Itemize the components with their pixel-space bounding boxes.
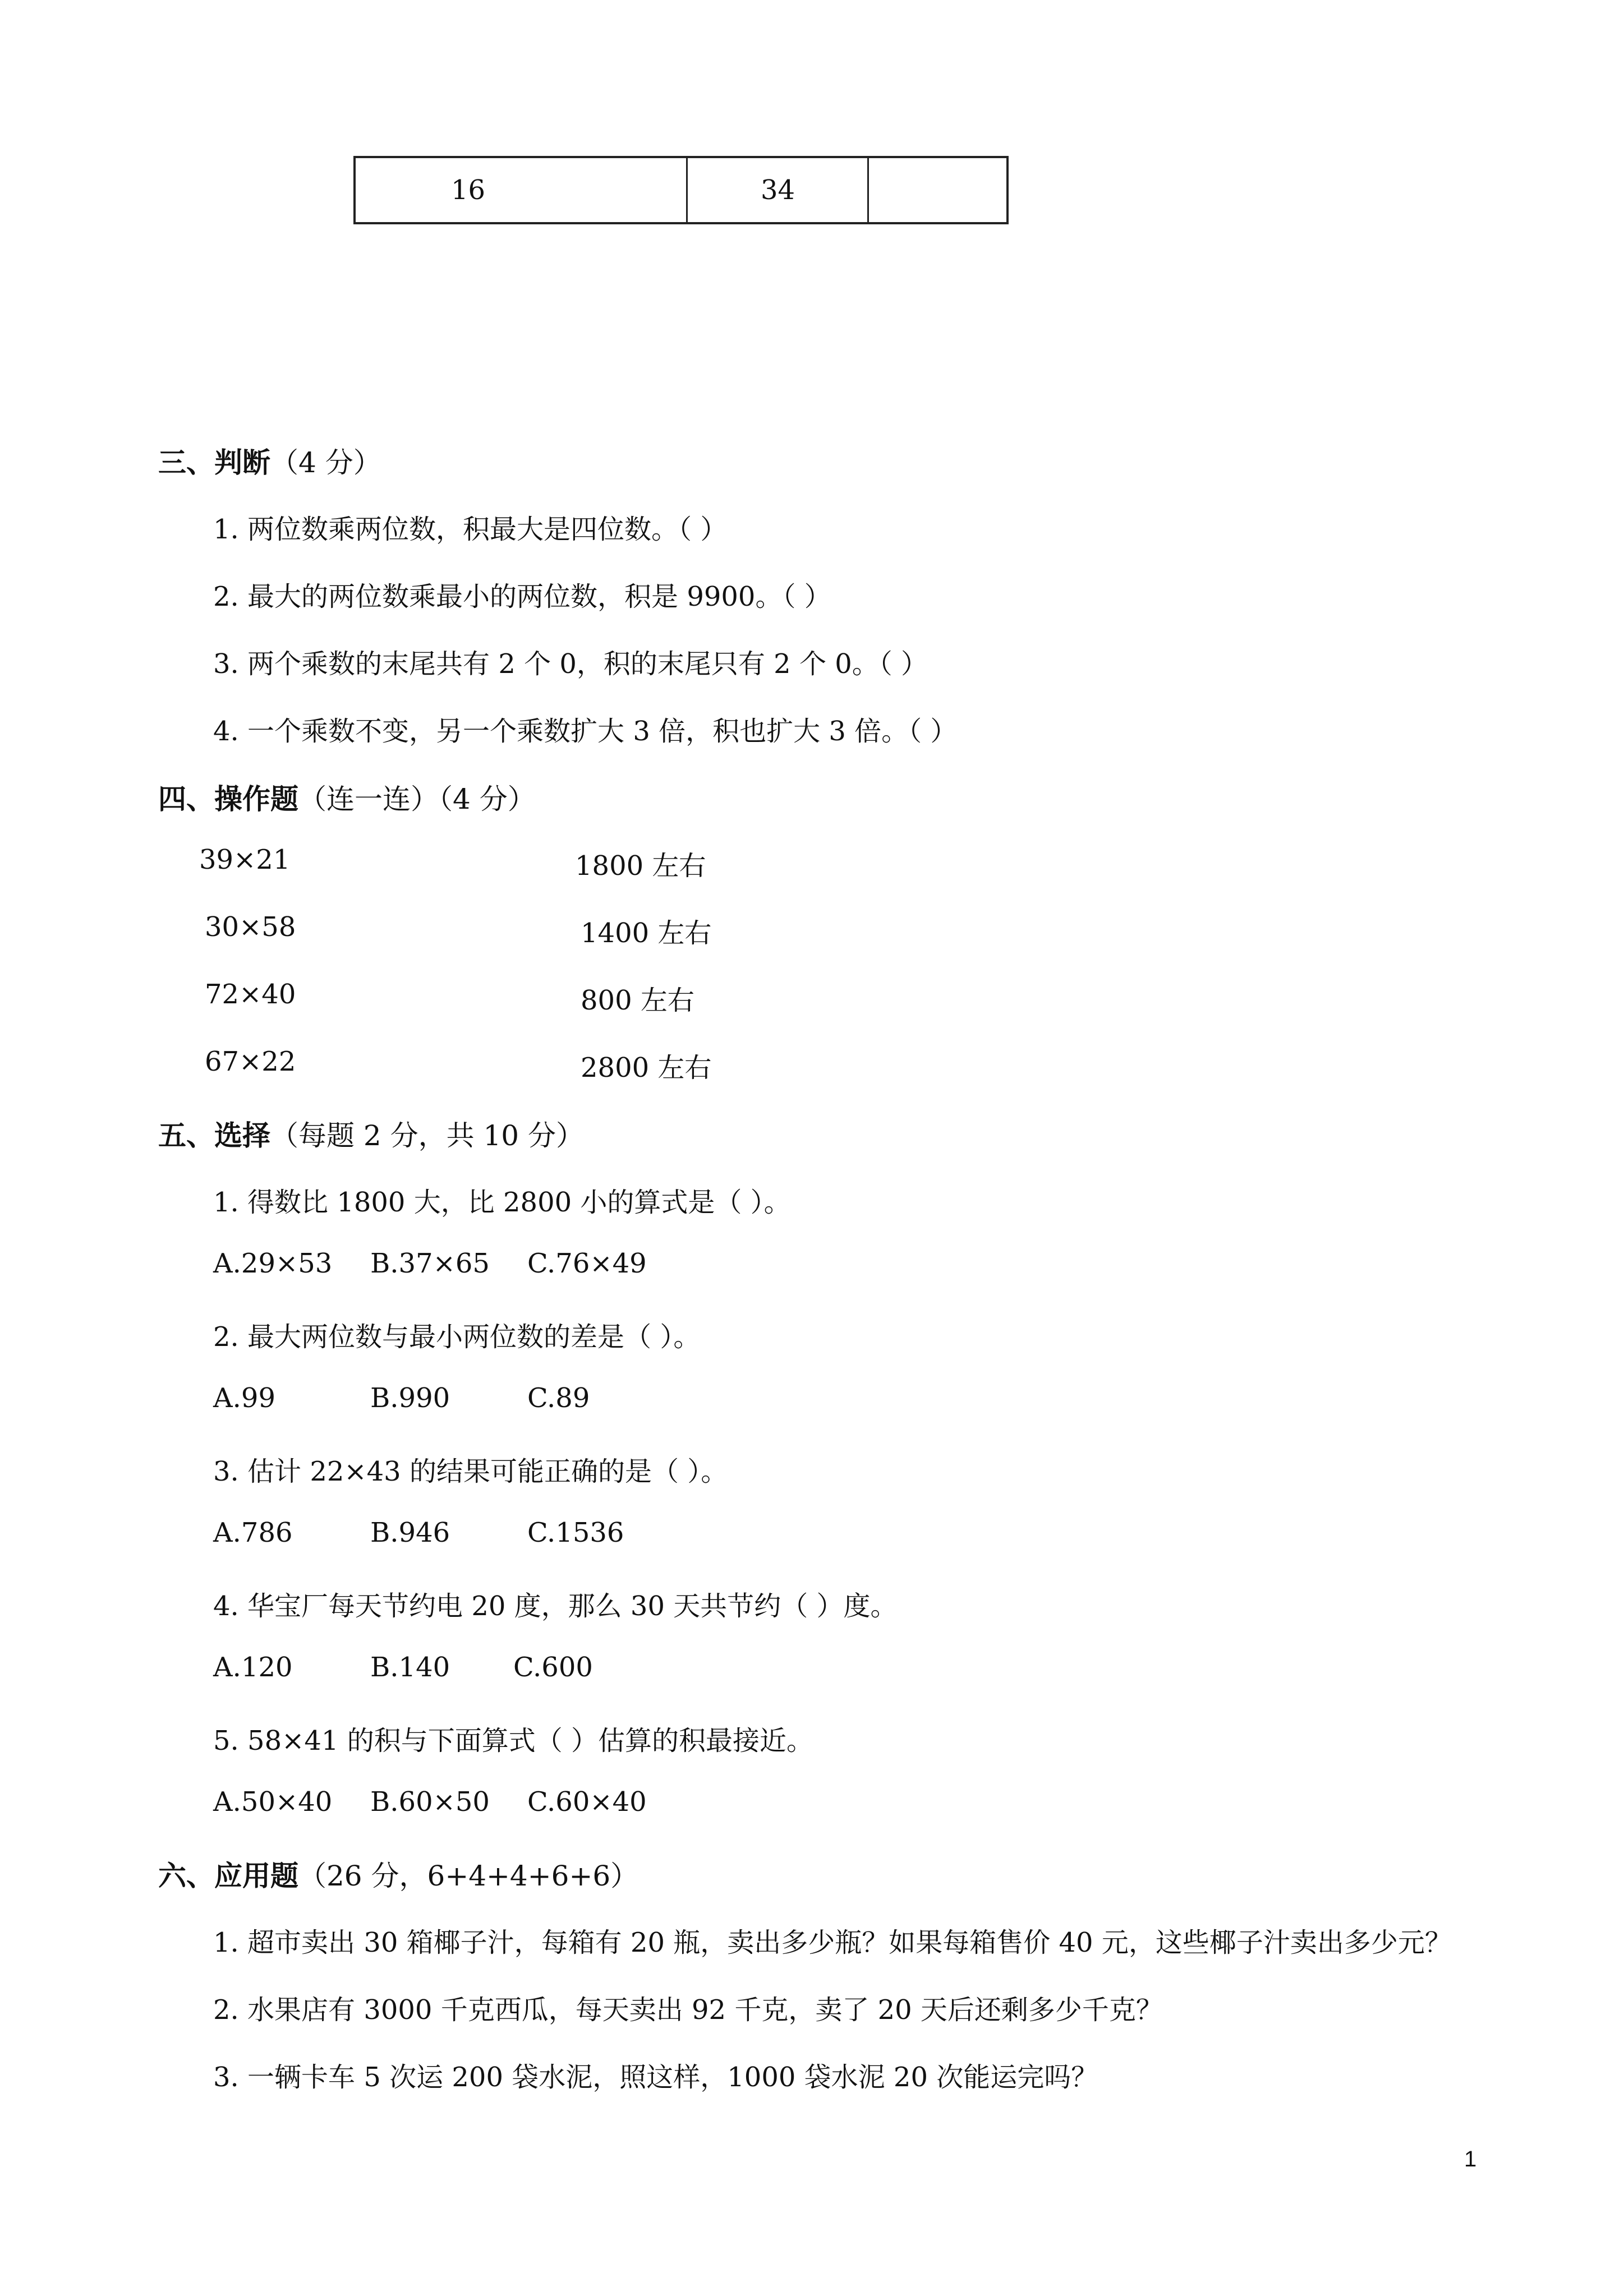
match-left-item: 72×40 (205, 979, 296, 1010)
section3-score: （4 分） (270, 446, 381, 479)
choice-question: 5. 58×41 的积与下面算式（ ）估算的积最接近。 (213, 1725, 813, 1756)
table-cell: 16 (356, 158, 688, 222)
choice-question: 4. 华宝厂每天节约电 20 度，那么 30 天共节约（ ）度。 (213, 1590, 898, 1622)
word-problem: 1. 超市卖出 30 箱椰子汁，每箱有 20 瓶，卖出多少瓶？如果每箱售价 40 元，这些椰子汁卖出多少元？ (213, 1927, 1452, 1958)
choice-option: A.99 (213, 1382, 275, 1414)
section4-heading (158, 777, 536, 817)
judge-item: 4. 一个乘数不变，另一个乘数扩大 3 倍，积也扩大 3 倍。（ ） (213, 716, 958, 747)
choice-option: A.29×53 (213, 1248, 333, 1279)
choice-option: C.89 (527, 1382, 590, 1414)
choice-question: 1. 得数比 1800 大，比 2800 小的算式是（ ）。 (213, 1187, 791, 1218)
match-left-item: 30×58 (205, 911, 296, 943)
choice-option: B.990 (370, 1382, 450, 1414)
section6-score: （26 分，6+4+4+6+6） (298, 1860, 639, 1892)
match-right-item: 1800 左右 (575, 850, 706, 882)
choice-option: B.37×65 (370, 1248, 490, 1279)
match-right-item: 2800 左右 (581, 1052, 712, 1084)
section5-score: （每题 2 分，共 10 分） (270, 1119, 585, 1152)
choice-question: 2. 最大两位数与最小两位数的差是（ ）。 (213, 1321, 701, 1353)
choice-option: B.140 (370, 1652, 450, 1683)
choice-option: C.60×40 (527, 1786, 647, 1818)
match-left-item: 39×21 (199, 844, 291, 875)
section4-score: （连一连）（4 分） (298, 783, 536, 815)
choice-question: 3. 估计 22×43 的结果可能正确的是（ ）。 (213, 1456, 728, 1487)
section3-heading (158, 440, 381, 481)
choice-option: B.60×50 (370, 1786, 490, 1818)
section5-title: 五、选择 (158, 1119, 270, 1152)
choice-option: C.1536 (527, 1517, 624, 1548)
choice-option: A.786 (213, 1517, 293, 1548)
table-cell (869, 158, 1006, 222)
match-right-item: 800 左右 (581, 985, 694, 1016)
choice-option: C.76×49 (527, 1248, 647, 1279)
word-problem: 3. 一辆卡车 5 次运 200 袋水泥，照这样，1000 袋水泥 20 次能运完吗？ (213, 2062, 1098, 2093)
section6-heading (158, 1854, 638, 1894)
answer-table (353, 156, 1009, 224)
table-cell: 34 (688, 158, 869, 222)
match-right-item: 1400 左右 (581, 918, 712, 949)
choice-option: A.120 (213, 1652, 293, 1683)
choice-option: C.600 (513, 1652, 593, 1683)
choice-option: A.50×40 (213, 1786, 333, 1818)
section3-title: 三、判断 (158, 446, 270, 479)
judge-item: 1. 两位数乘两位数，积最大是四位数。（ ） (213, 514, 728, 545)
section4-title: 四、操作题 (158, 782, 298, 815)
judge-item: 3. 两个乘数的末尾共有 2 个 0，积的末尾只有 2 个 0。（ ） (213, 648, 928, 680)
choice-option: B.946 (370, 1517, 450, 1548)
section6-title: 六、应用题 (158, 1859, 298, 1892)
section5-heading (158, 1113, 584, 1154)
match-left-item: 67×22 (205, 1046, 296, 1077)
word-problem: 2. 水果店有 3000 千克西瓜，每天卖出 92 千克，卖了 20 天后还剩多少千克？ (213, 1994, 1163, 2026)
judge-item: 2. 最大的两位数乘最小的两位数，积是 9900。（ ） (213, 581, 831, 612)
page-number: 1 (1464, 2147, 1477, 2171)
